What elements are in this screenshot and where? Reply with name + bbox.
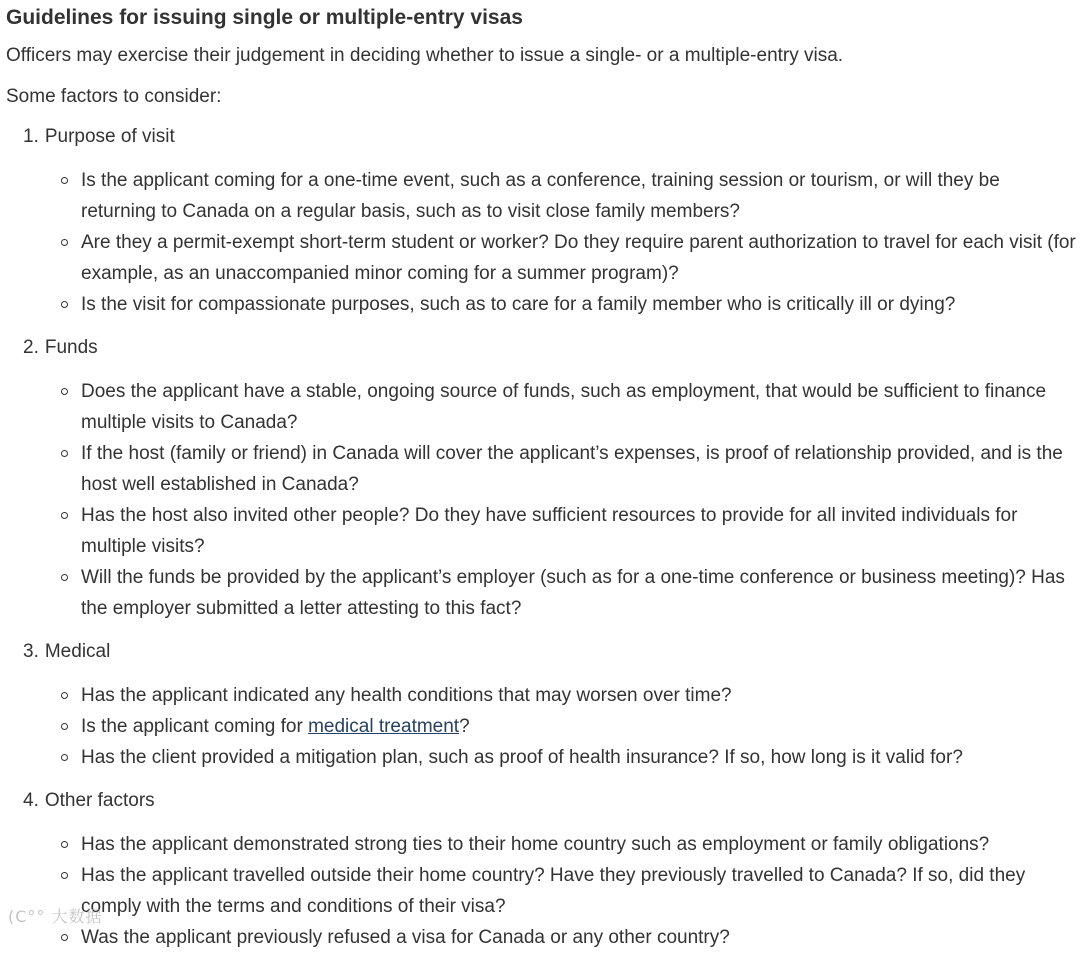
bullet-circle-icon	[61, 177, 68, 184]
section-purpose-of-visit	[6, 125, 1076, 320]
bullet-circle-icon	[61, 239, 68, 246]
factors-label: Some factors to consider:	[6, 86, 222, 107]
section-title: Medical	[44, 641, 111, 662]
section-other-factors	[6, 789, 1076, 953]
bullet-list	[6, 376, 1076, 624]
bullet-list	[6, 165, 1076, 320]
section-heading	[6, 125, 1076, 149]
list-item: Has the applicant indicated any health conditions that may worsen over time?	[81, 680, 1076, 711]
watermark: (C°° 大数据	[8, 907, 103, 926]
section-number: 3.	[23, 641, 39, 662]
bullet-list	[6, 680, 1076, 773]
section-medical	[6, 640, 1076, 773]
list-item: If the host (family or friend) in Canada will cover the applicant’s expenses, is proof of relationship provided, and is the host well established in Canada?	[81, 438, 1076, 500]
bullet-circle-icon	[61, 692, 68, 699]
page-content	[6, 0, 1076, 953]
section-heading	[6, 336, 1076, 360]
bullet-circle-icon	[61, 512, 68, 519]
section-title: Other factors	[44, 790, 155, 811]
bullet-circle-icon	[61, 841, 68, 848]
list-item: Will the funds be provided by the applicant’s employer (such as for a one-time conference or business meeting)? Has the employer submitted a letter attesting to this fact?	[81, 562, 1076, 624]
intro-paragraph: Officers may exercise their judgement in deciding whether to issue a single- or a multiple-entry visa.	[6, 45, 844, 66]
section-title: Purpose of visit	[44, 126, 175, 147]
list-item: Has the client provided a mitigation plan, such as proof of health insurance? If so, how long is it valid for?	[81, 742, 1076, 773]
bullet-circle-icon	[61, 388, 68, 395]
page-title: Guidelines for issuing single or multiple-entry visas	[6, 6, 523, 29]
section-number: 2.	[23, 337, 39, 358]
list-item: Is the visit for compassionate purposes, such as to care for a family member who is critically ill or dying?	[81, 289, 1076, 320]
list-item: Has the applicant demonstrated strong ties to their home country such as employment or family obligations?	[81, 829, 1076, 860]
bullet-circle-icon	[61, 574, 68, 581]
bullet-circle-icon	[61, 301, 68, 308]
section-funds	[6, 336, 1076, 624]
medical-treatment-link[interactable]: medical treatment	[308, 716, 460, 737]
bullet-circle-icon	[61, 450, 68, 457]
section-number: 4.	[23, 790, 39, 811]
section-title: Funds	[44, 337, 98, 358]
bullet-circle-icon	[61, 872, 68, 879]
bullet-circle-icon	[61, 754, 68, 761]
list-item: Are they a permit-exempt short-term student or worker? Do they require parent authorization to travel for each visit (for example, as an unaccompanied minor coming for a summer program)?	[81, 227, 1076, 289]
list-item: Is the applicant coming for medical treatment?	[81, 711, 1076, 742]
bullet-circle-icon	[61, 723, 68, 730]
section-number: 1.	[23, 126, 39, 147]
list-item: Was the applicant previously refused a visa for Canada or any other country?	[81, 922, 1076, 953]
section-heading	[6, 789, 1076, 813]
list-item: Does the applicant have a stable, ongoing source of funds, such as employment, that would be sufficient to finance multiple visits to Canada?	[81, 376, 1076, 438]
list-item: Has the applicant travelled outside their home country? Have they previously travelled to Canada? If so, did they comply with the terms and conditions of their visa?	[81, 860, 1076, 922]
section-heading	[6, 640, 1076, 664]
bullet-list	[6, 829, 1076, 953]
list-item: Has the host also invited other people? Do they have sufficient resources to provide for all invited individuals for multiple visits?	[81, 500, 1076, 562]
list-item: Is the applicant coming for a one-time event, such as a conference, training session or tourism, or will they be returning to Canada on a regular basis, such as to visit close family members?	[81, 165, 1076, 227]
